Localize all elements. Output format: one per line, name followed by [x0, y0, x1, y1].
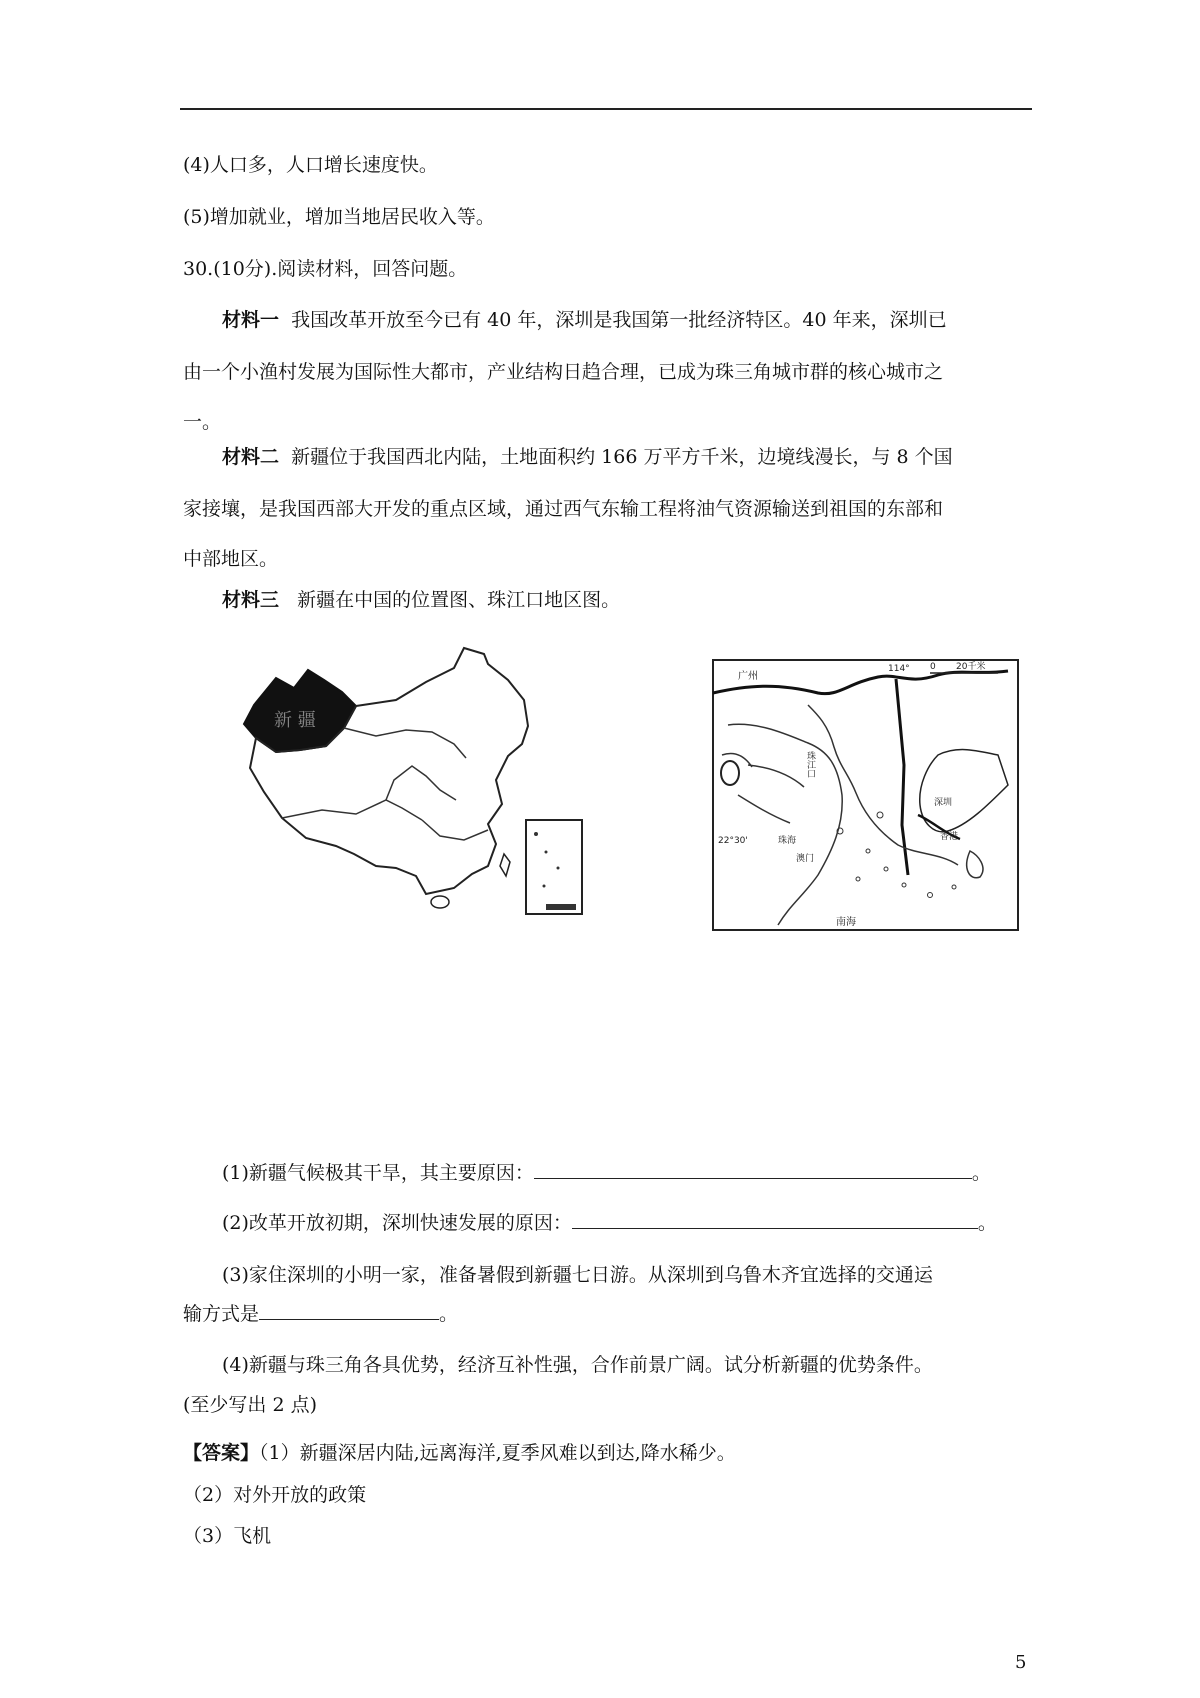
question-header: 30.(10分).阅读材料，回答问题。 [183, 258, 468, 280]
hainan-island [431, 896, 449, 908]
label-hongkong: 香港 [940, 832, 959, 842]
material1-line-3: 一。 [183, 411, 222, 433]
material1-line-1: 材料一 我国改革开放至今已有 40 年，深圳是我国第一批经济特区。40 年来，深圳已 [222, 309, 947, 331]
label-longitude: 114° [888, 664, 910, 674]
island [928, 893, 933, 898]
answer-blank-3[interactable] [259, 1301, 439, 1320]
label-scale-zero: 0 [930, 662, 936, 672]
taiwan-island [500, 854, 510, 876]
inner-border-tibet [282, 800, 422, 820]
material2-line-2: 家接壤，是我国西部大开发的重点区域，通过西气东输工程将油气资源输送到祖国的东部和 [183, 498, 944, 520]
material1-label: 材料一 [222, 309, 280, 331]
coast-east [808, 705, 958, 865]
label-latitude: 22°30' [718, 836, 748, 846]
material3-line: 材料三 新疆在中国的位置图、珠江口地区图。 [222, 589, 621, 611]
label-scale-km: 20千米 [956, 662, 986, 672]
inset-scale [546, 904, 576, 910]
answer-tag: 【答案】 [183, 1442, 260, 1464]
inset-dot [557, 867, 560, 870]
answer-line-4: (4)人口多，人口增长速度快。 [183, 154, 438, 176]
lake [721, 761, 739, 785]
pearl-river-delta-map [708, 655, 1028, 940]
island [877, 812, 883, 818]
material3-label: 材料三 [222, 589, 280, 611]
china-location-map [226, 640, 626, 940]
label-macao: 澳门 [796, 854, 815, 864]
island [967, 851, 983, 878]
label-guangzhou: 广州 [738, 671, 758, 682]
material2-line-3: 中部地区。 [183, 548, 279, 570]
answer-line-1: 【答案】（1）新疆深居内陆,远离海洋,夏季风难以到达,降水稀少。 [183, 1442, 736, 1464]
coast-west [728, 724, 842, 925]
label-zhuhai: 珠海 [778, 836, 797, 846]
island [866, 849, 870, 853]
river-branch [748, 765, 804, 787]
material2-label: 材料二 [222, 446, 280, 468]
island [952, 885, 956, 889]
xinjiang-label: 新 疆 [274, 710, 316, 731]
material1-line-2: 由一个小渔村发展为国际性大都市，产业结构日趋合理，已成为珠三角城市群的核心城市之 [183, 361, 944, 383]
sub-question-1: (1)新疆气候极其干旱，其主要原因： 。 [222, 1162, 991, 1184]
map-frame [713, 660, 1018, 930]
island [856, 877, 860, 881]
answer-blank-1[interactable] [534, 1160, 972, 1179]
island [902, 883, 906, 887]
answer-blank-2[interactable] [572, 1210, 978, 1229]
label-south-sea: 南海 [836, 917, 856, 928]
answer-line-2: （2）对外开放的政策 [183, 1484, 367, 1506]
inset-dot [534, 832, 538, 836]
material2-line-1: 材料二 新疆位于我国西北内陆，土地面积约 166 万平方千米，边境线漫长，与 8 个国 [222, 446, 953, 468]
sub-question-2: (2)改革开放初期，深圳快速发展的原因： 。 [222, 1212, 997, 1234]
inset-dot [543, 885, 546, 888]
answer-line-3: （3）飞机 [183, 1525, 272, 1547]
sub-question-4-cont: (至少写出 2 点) [183, 1394, 317, 1416]
label-zhujiang: 珠江口 [805, 751, 815, 778]
inner-border-center [386, 766, 456, 800]
answer-line-5: (5)增加就业，增加当地居民收入等。 [183, 206, 495, 228]
island [884, 867, 888, 871]
header-rule [180, 108, 1032, 110]
label-shenzhen: 深圳 [934, 798, 953, 808]
inner-border-south [422, 820, 488, 840]
inset-dot [545, 851, 548, 854]
page-number: 5 [1015, 1652, 1027, 1673]
inner-border-north [344, 728, 466, 758]
sub-question-3-cont: 输方式是 。 [183, 1303, 459, 1325]
china-outline [250, 648, 528, 894]
river-branch [738, 795, 790, 823]
sub-question-3: (3)家住深圳的小明一家，准备暑假到新疆七日游。从深圳到乌鲁木齐宜选择的交通运 [222, 1264, 933, 1286]
hong-kong-land [920, 750, 1008, 832]
sub-question-4: (4)新疆与珠三角各具优势，经济互补性强，合作前景广阔。试分析新疆的优势条件。 [222, 1354, 933, 1376]
